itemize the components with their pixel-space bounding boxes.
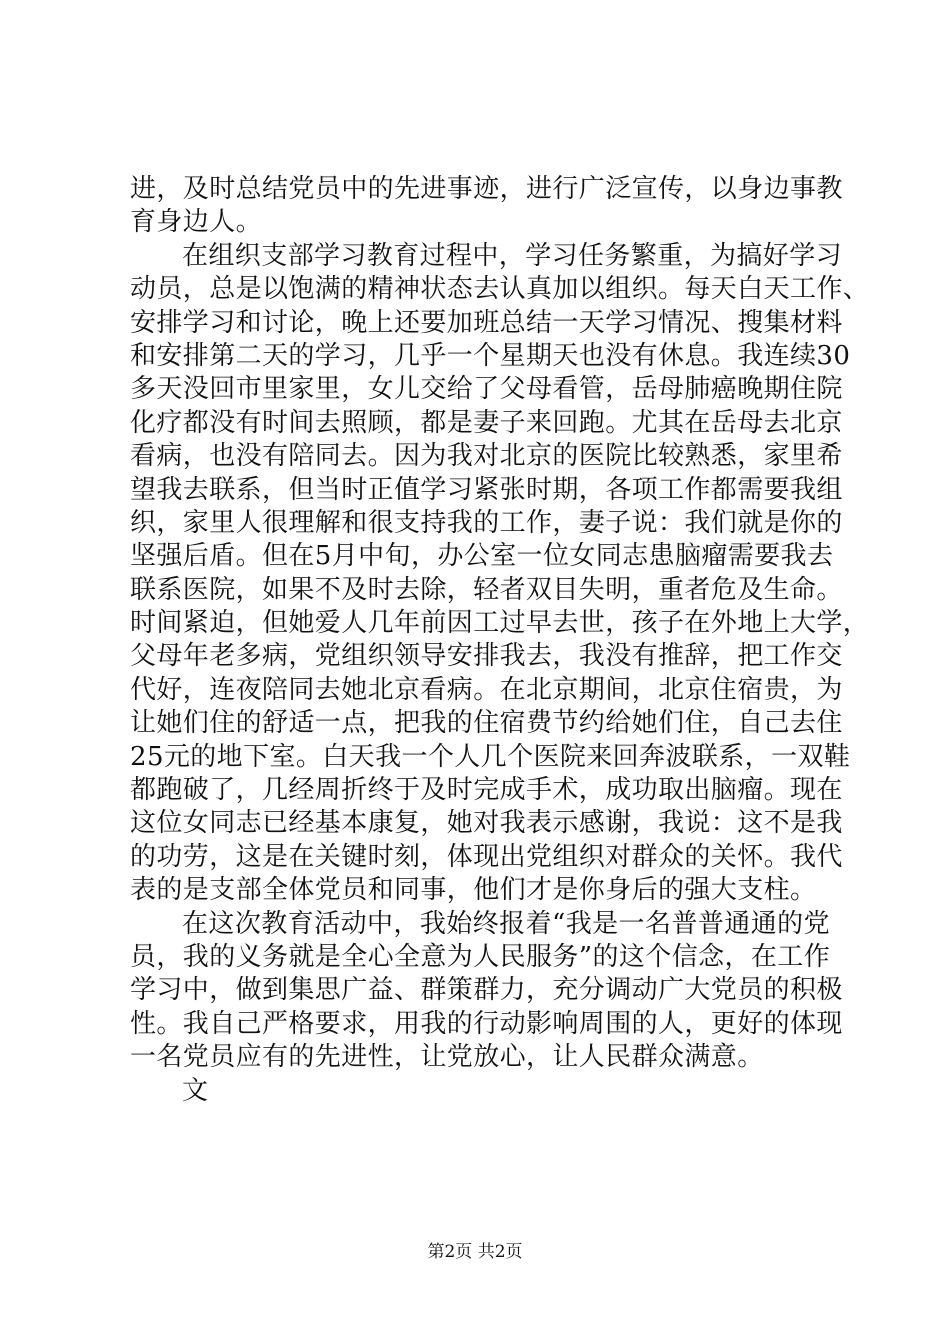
text-line: 望我去联系，但当时正值学习紧张时期，各项工作都需要我组: [130, 474, 843, 505]
text-line: 进，及时总结党员中的先进事迹，进行广泛宣传，以身边事教: [130, 174, 843, 204]
text-line: 学习中，做到集思广益、群策群力，充分调动广大党员的积极: [130, 975, 843, 1006]
paragraph-start-line: 在这次教育活动中，我始终报着“我是一名普普通通的党: [182, 908, 830, 939]
page-number: 第2页 共2页: [427, 1242, 523, 1262]
text-line: 都跑破了，几经周折终于及时完成手术，成功取出脑瘤。现在: [130, 775, 843, 806]
text-line: 织，家里人很理解和很支持我的工作，妻子说：我们就是你的: [130, 507, 843, 538]
text-line: 多天没回市里家里，女儿交给了父母看管，岳母肺癌晚期住院: [130, 374, 843, 405]
paragraph-start-line: 在组织支部学习教育过程中，学习任务繁重，为搞好学习: [182, 240, 843, 271]
text-line: 联系医院，如果不及时去除，轻者双目失明，重者危及生命。: [130, 574, 843, 605]
text-line: 的功劳，这是在关键时刻，体现出党组织对群众的关怀。我代: [130, 841, 843, 872]
text-line: 育身边人。: [130, 207, 263, 238]
text-line: 这位女同志已经基本康复，她对我表示感谢，我说：这不是我: [130, 808, 843, 839]
text-line: 性。我自己严格要求，用我的行动影响周围的人，更好的体现: [130, 1008, 843, 1039]
text-line: 时间紧迫，但她爱人几年前因工过早去世，孩子在外地上大学，: [130, 608, 870, 639]
text-line: 动员，总是以饱满的精神状态去认真加以组织。每天白天工作、: [130, 274, 870, 305]
paragraph-start-line: 文: [182, 1075, 209, 1106]
text-line: 看病，也没有陪同去。因为我对北京的医院比较熟悉，家里希: [130, 441, 843, 472]
text-line: 和安排第二天的学习，几乎一个星期天也没有休息。我连续30: [130, 340, 851, 371]
text-line: 一名党员应有的先进性，让党放心，让人民群众满意。: [130, 1042, 764, 1073]
text-line: 员，我的义务就是全心全意为人民服务”的这个信念，在工作: [130, 941, 831, 972]
page-footer: [0, 1241, 950, 1263]
text-line: 代好，连夜陪同去她北京看病。在北京期间，北京住宿贵，为: [130, 674, 843, 705]
document-body: [130, 173, 870, 1108]
text-line: 化疗都没有时间去照顾，都是妻子来回跑。尤其在岳母去北京: [130, 407, 843, 438]
text-line: 表的是支部全体党员和同事，他们才是你身后的强大支柱。: [130, 875, 817, 906]
text-line: 坚强后盾。但在5月中旬，办公室一位女同志患脑瘤需要我去: [130, 541, 834, 572]
text-line: 25元的地下室。白天我一个人几个医院来回奔波联系，一双鞋: [130, 741, 851, 772]
text-line: 让她们住的舒适一点，把我的住宿费节约给她们住，自己去住: [130, 708, 843, 739]
text-line: 安排学习和讨论，晚上还要加班总结一天学习情况、搜集材料: [130, 307, 843, 338]
text-line: 父母年老多病，党组织领导安排我去，我没有推辞，把工作交: [130, 641, 843, 672]
